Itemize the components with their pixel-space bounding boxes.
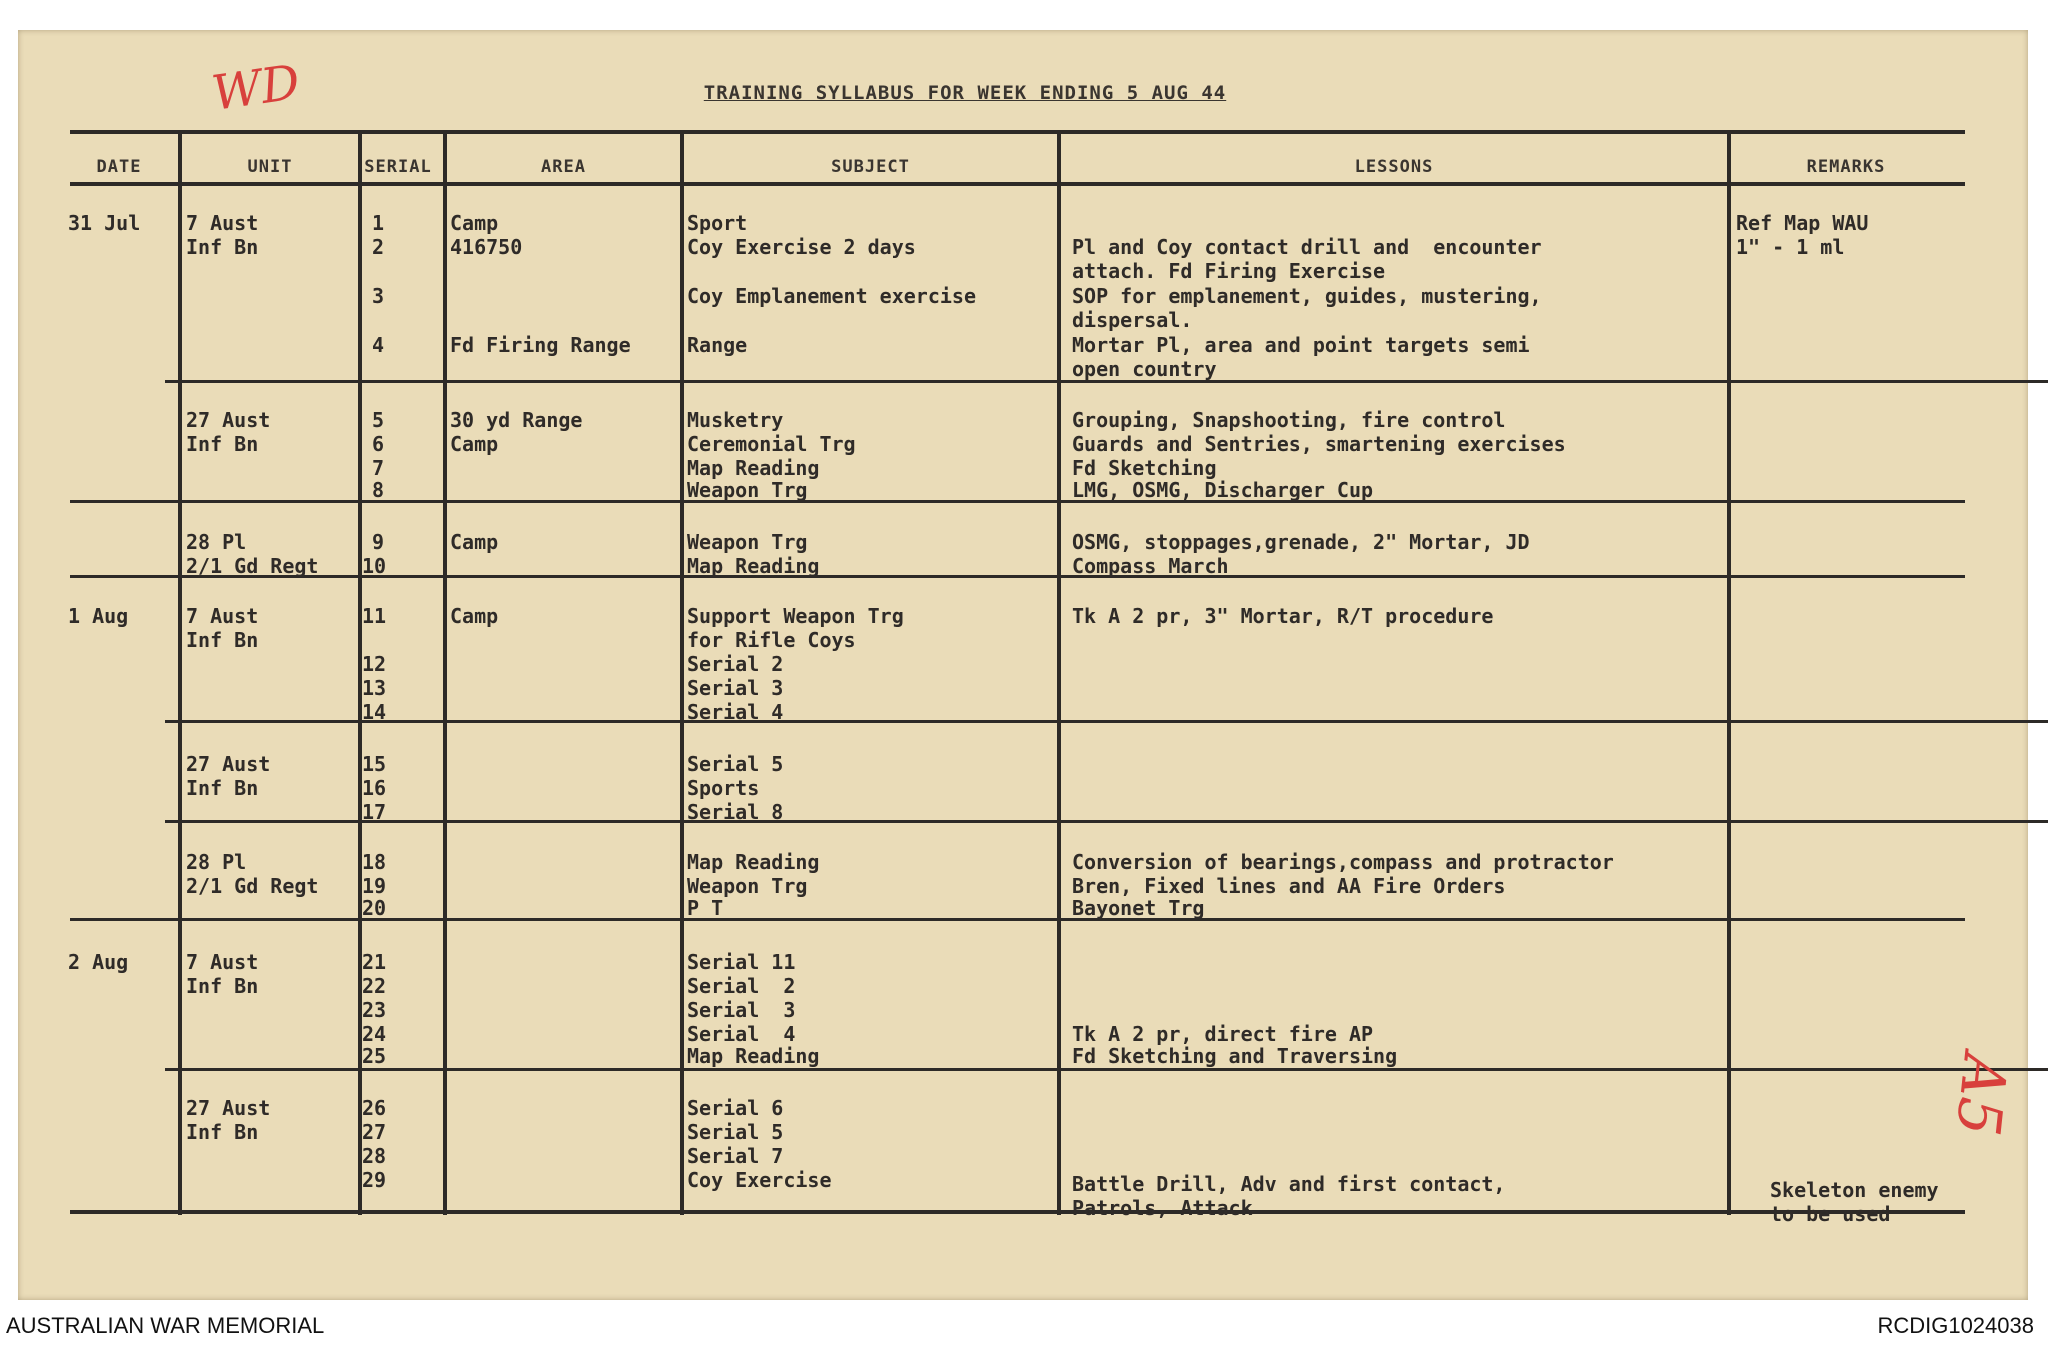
serial-cell: 3 bbox=[372, 284, 385, 308]
subject-cell: Map Reading bbox=[687, 554, 820, 578]
row-rule bbox=[165, 1068, 2048, 1071]
unit-cell: 27 Aust Inf Bn bbox=[186, 752, 271, 800]
subject-cell: Serial 8 bbox=[687, 800, 784, 824]
table-top-rule bbox=[70, 130, 1965, 134]
subject-cell: Weapon Trg bbox=[687, 478, 808, 502]
serial-cell: 22 bbox=[362, 974, 387, 998]
serial-cell: 12 bbox=[362, 652, 387, 676]
lessons-cell: Conversion of bearings,compass and protractor bbox=[1072, 850, 1614, 874]
lessons-cell: Grouping, Snapshooting, fire control bbox=[1072, 408, 1506, 432]
subject-cell: Map Reading bbox=[687, 456, 820, 480]
subject-cell: Weapon Trg bbox=[687, 874, 808, 898]
serial-cell: 15 bbox=[362, 752, 387, 776]
handwritten-folio-mark: A5 bbox=[1941, 1050, 2020, 1140]
document-title: TRAINING SYLLABUS FOR WEEK ENDING 5 AUG 44 bbox=[703, 82, 1227, 104]
area-cell: Fd Firing Range bbox=[450, 333, 631, 357]
remarks-cell: Ref Map WAU 1" - 1 ml bbox=[1736, 211, 1869, 259]
lessons-cell: Battle Drill, Adv and first contact, Patrols, Attack bbox=[1072, 1172, 1506, 1220]
serial-cell: 2 bbox=[372, 235, 385, 259]
subject-cell: P T bbox=[687, 896, 724, 920]
row-rule bbox=[70, 500, 1965, 503]
lessons-cell: Guards and Sentries, smartening exercises bbox=[1072, 432, 1566, 456]
subject-cell: Coy Exercise bbox=[687, 1168, 832, 1192]
serial-cell: 13 bbox=[362, 676, 387, 700]
remarks-cell: Skeleton enemy to be used bbox=[1770, 1178, 1939, 1226]
subject-cell: Musketry bbox=[687, 408, 784, 432]
row-rule bbox=[70, 575, 1965, 578]
unit-cell: 7 Aust Inf Bn bbox=[186, 950, 259, 998]
subject-cell: for Rifle Coys bbox=[687, 628, 856, 652]
serial-cell: 20 bbox=[362, 896, 387, 920]
subject-cell: Serial 3 bbox=[687, 998, 796, 1022]
subject-cell: Serial 11 bbox=[687, 950, 796, 974]
serial-cell: 23 bbox=[362, 998, 387, 1022]
header-area: AREA bbox=[541, 157, 586, 177]
serial-cell: 11 bbox=[362, 604, 387, 628]
subject-cell: Weapon Trg bbox=[687, 530, 808, 554]
subject-cell: Serial 5 bbox=[687, 752, 784, 776]
lessons-cell: SOP for emplanement, guides, mustering, dispersal. bbox=[1072, 284, 1542, 332]
serial-cell: 1 bbox=[372, 211, 385, 235]
lessons-cell: OSMG, stoppages,grenade, 2" Mortar, JD Compass March bbox=[1072, 530, 1530, 578]
unit-cell: 28 Pl 2/1 Gd Regt bbox=[186, 530, 319, 578]
serial-cell: 27 bbox=[362, 1120, 387, 1144]
header-date: DATE bbox=[96, 157, 142, 177]
serial-cell: 9 bbox=[372, 530, 385, 554]
subject-cell: Serial 6 bbox=[687, 1096, 784, 1120]
row-rule bbox=[70, 918, 1965, 921]
column-rule bbox=[680, 130, 684, 1215]
handwritten-reference-mark: WD bbox=[208, 54, 304, 122]
table-bottom-rule bbox=[70, 1210, 1965, 1214]
header-unit: UNIT bbox=[247, 157, 293, 177]
area-cell: 416750 bbox=[450, 235, 523, 259]
serial-cell: 29 bbox=[362, 1168, 387, 1192]
serial-cell: 18 bbox=[362, 850, 387, 874]
date-cell: 2 Aug bbox=[68, 950, 129, 974]
row-rule bbox=[165, 820, 2048, 823]
unit-cell: 27 Aust Inf Bn bbox=[186, 1096, 271, 1144]
lessons-cell: Mortar Pl, area and point targets semi open country bbox=[1072, 333, 1530, 381]
subject-cell: Serial 4 bbox=[687, 1022, 796, 1046]
area-cell: Camp bbox=[450, 604, 499, 628]
area-cell: Camp bbox=[450, 211, 499, 235]
lessons-cell: Tk A 2 pr, 3" Mortar, R/T procedure bbox=[1072, 604, 1494, 628]
serial-cell: 7 bbox=[372, 456, 385, 480]
serial-cell: 8 bbox=[372, 478, 385, 502]
lessons-cell: Fd Sketching and Traversing bbox=[1072, 1044, 1398, 1068]
serial-cell: 17 bbox=[362, 800, 387, 824]
subject-cell: Serial 4 bbox=[687, 700, 784, 724]
serial-cell: 6 bbox=[372, 432, 385, 456]
header-remarks: REMARKS bbox=[1806, 157, 1886, 177]
lessons-cell: Bren, Fixed lines and AA Fire Orders bbox=[1072, 874, 1506, 898]
subject-cell: Map Reading bbox=[687, 1044, 820, 1068]
serial-cell: 28 bbox=[362, 1144, 387, 1168]
lessons-cell: Pl and Coy contact drill and encounter attach. Fd Firing Exercise bbox=[1072, 235, 1542, 283]
subject-cell: Serial 5 bbox=[687, 1120, 784, 1144]
archive-credit: AUSTRALIAN WAR MEMORIAL bbox=[6, 1313, 325, 1338]
serial-cell: 19 bbox=[362, 874, 387, 898]
subject-cell: Serial 7 bbox=[687, 1144, 784, 1168]
subject-cell: Serial 3 bbox=[687, 676, 784, 700]
column-rule bbox=[443, 130, 447, 1215]
subject-cell: Sport bbox=[687, 211, 748, 235]
area-cell: Camp bbox=[450, 530, 499, 554]
header-lessons: LESSONS bbox=[1354, 157, 1434, 177]
lessons-cell: Fd Sketching bbox=[1072, 456, 1217, 480]
column-rule bbox=[1057, 130, 1061, 1215]
unit-cell: 7 Aust Inf Bn bbox=[186, 211, 259, 259]
area-cell: Camp bbox=[450, 432, 499, 456]
subject-cell: Sports bbox=[687, 776, 760, 800]
serial-cell: 16 bbox=[362, 776, 387, 800]
header-rule bbox=[70, 182, 1965, 186]
subject-cell: Range bbox=[687, 333, 748, 357]
subject-cell: Coy Emplanement exercise bbox=[687, 284, 976, 308]
subject-cell: Serial 2 bbox=[687, 974, 796, 998]
column-rule bbox=[1727, 130, 1731, 1215]
unit-cell: 27 Aust Inf Bn bbox=[186, 408, 271, 456]
serial-cell: 14 bbox=[362, 700, 387, 724]
lessons-cell: LMG, OSMG, Discharger Cup bbox=[1072, 478, 1374, 502]
area-cell: 30 yd Range bbox=[450, 408, 583, 432]
serial-cell: 4 bbox=[372, 333, 385, 357]
subject-cell: Map Reading bbox=[687, 850, 820, 874]
unit-cell: 7 Aust Inf Bn bbox=[186, 604, 259, 652]
subject-cell: Serial 2 bbox=[687, 652, 784, 676]
date-cell: 31 Jul bbox=[68, 211, 141, 235]
serial-cell: 21 bbox=[362, 950, 387, 974]
archive-id: RCDIG1024038 bbox=[1877, 1313, 2034, 1338]
lessons-cell: Bayonet Trg bbox=[1072, 896, 1205, 920]
subject-cell: Coy Exercise 2 days bbox=[687, 235, 916, 259]
column-rule bbox=[178, 130, 182, 1215]
lessons-cell: Tk A 2 pr, direct fire AP bbox=[1072, 1022, 1374, 1046]
serial-cell: 26 bbox=[362, 1096, 387, 1120]
subject-cell: Ceremonial Trg bbox=[687, 432, 856, 456]
serial-cell: 5 bbox=[372, 408, 385, 432]
header-serial: SERIAL bbox=[364, 157, 432, 177]
date-cell: 1 Aug bbox=[68, 604, 129, 628]
unit-cell: 28 Pl 2/1 Gd Regt bbox=[186, 850, 319, 898]
subject-cell: Support Weapon Trg bbox=[687, 604, 904, 628]
serial-cell: 25 bbox=[362, 1044, 387, 1068]
header-subject: SUBJECT bbox=[831, 157, 910, 177]
row-rule bbox=[165, 720, 2048, 723]
serial-cell: 24 bbox=[362, 1022, 387, 1046]
serial-cell: 10 bbox=[362, 554, 387, 578]
